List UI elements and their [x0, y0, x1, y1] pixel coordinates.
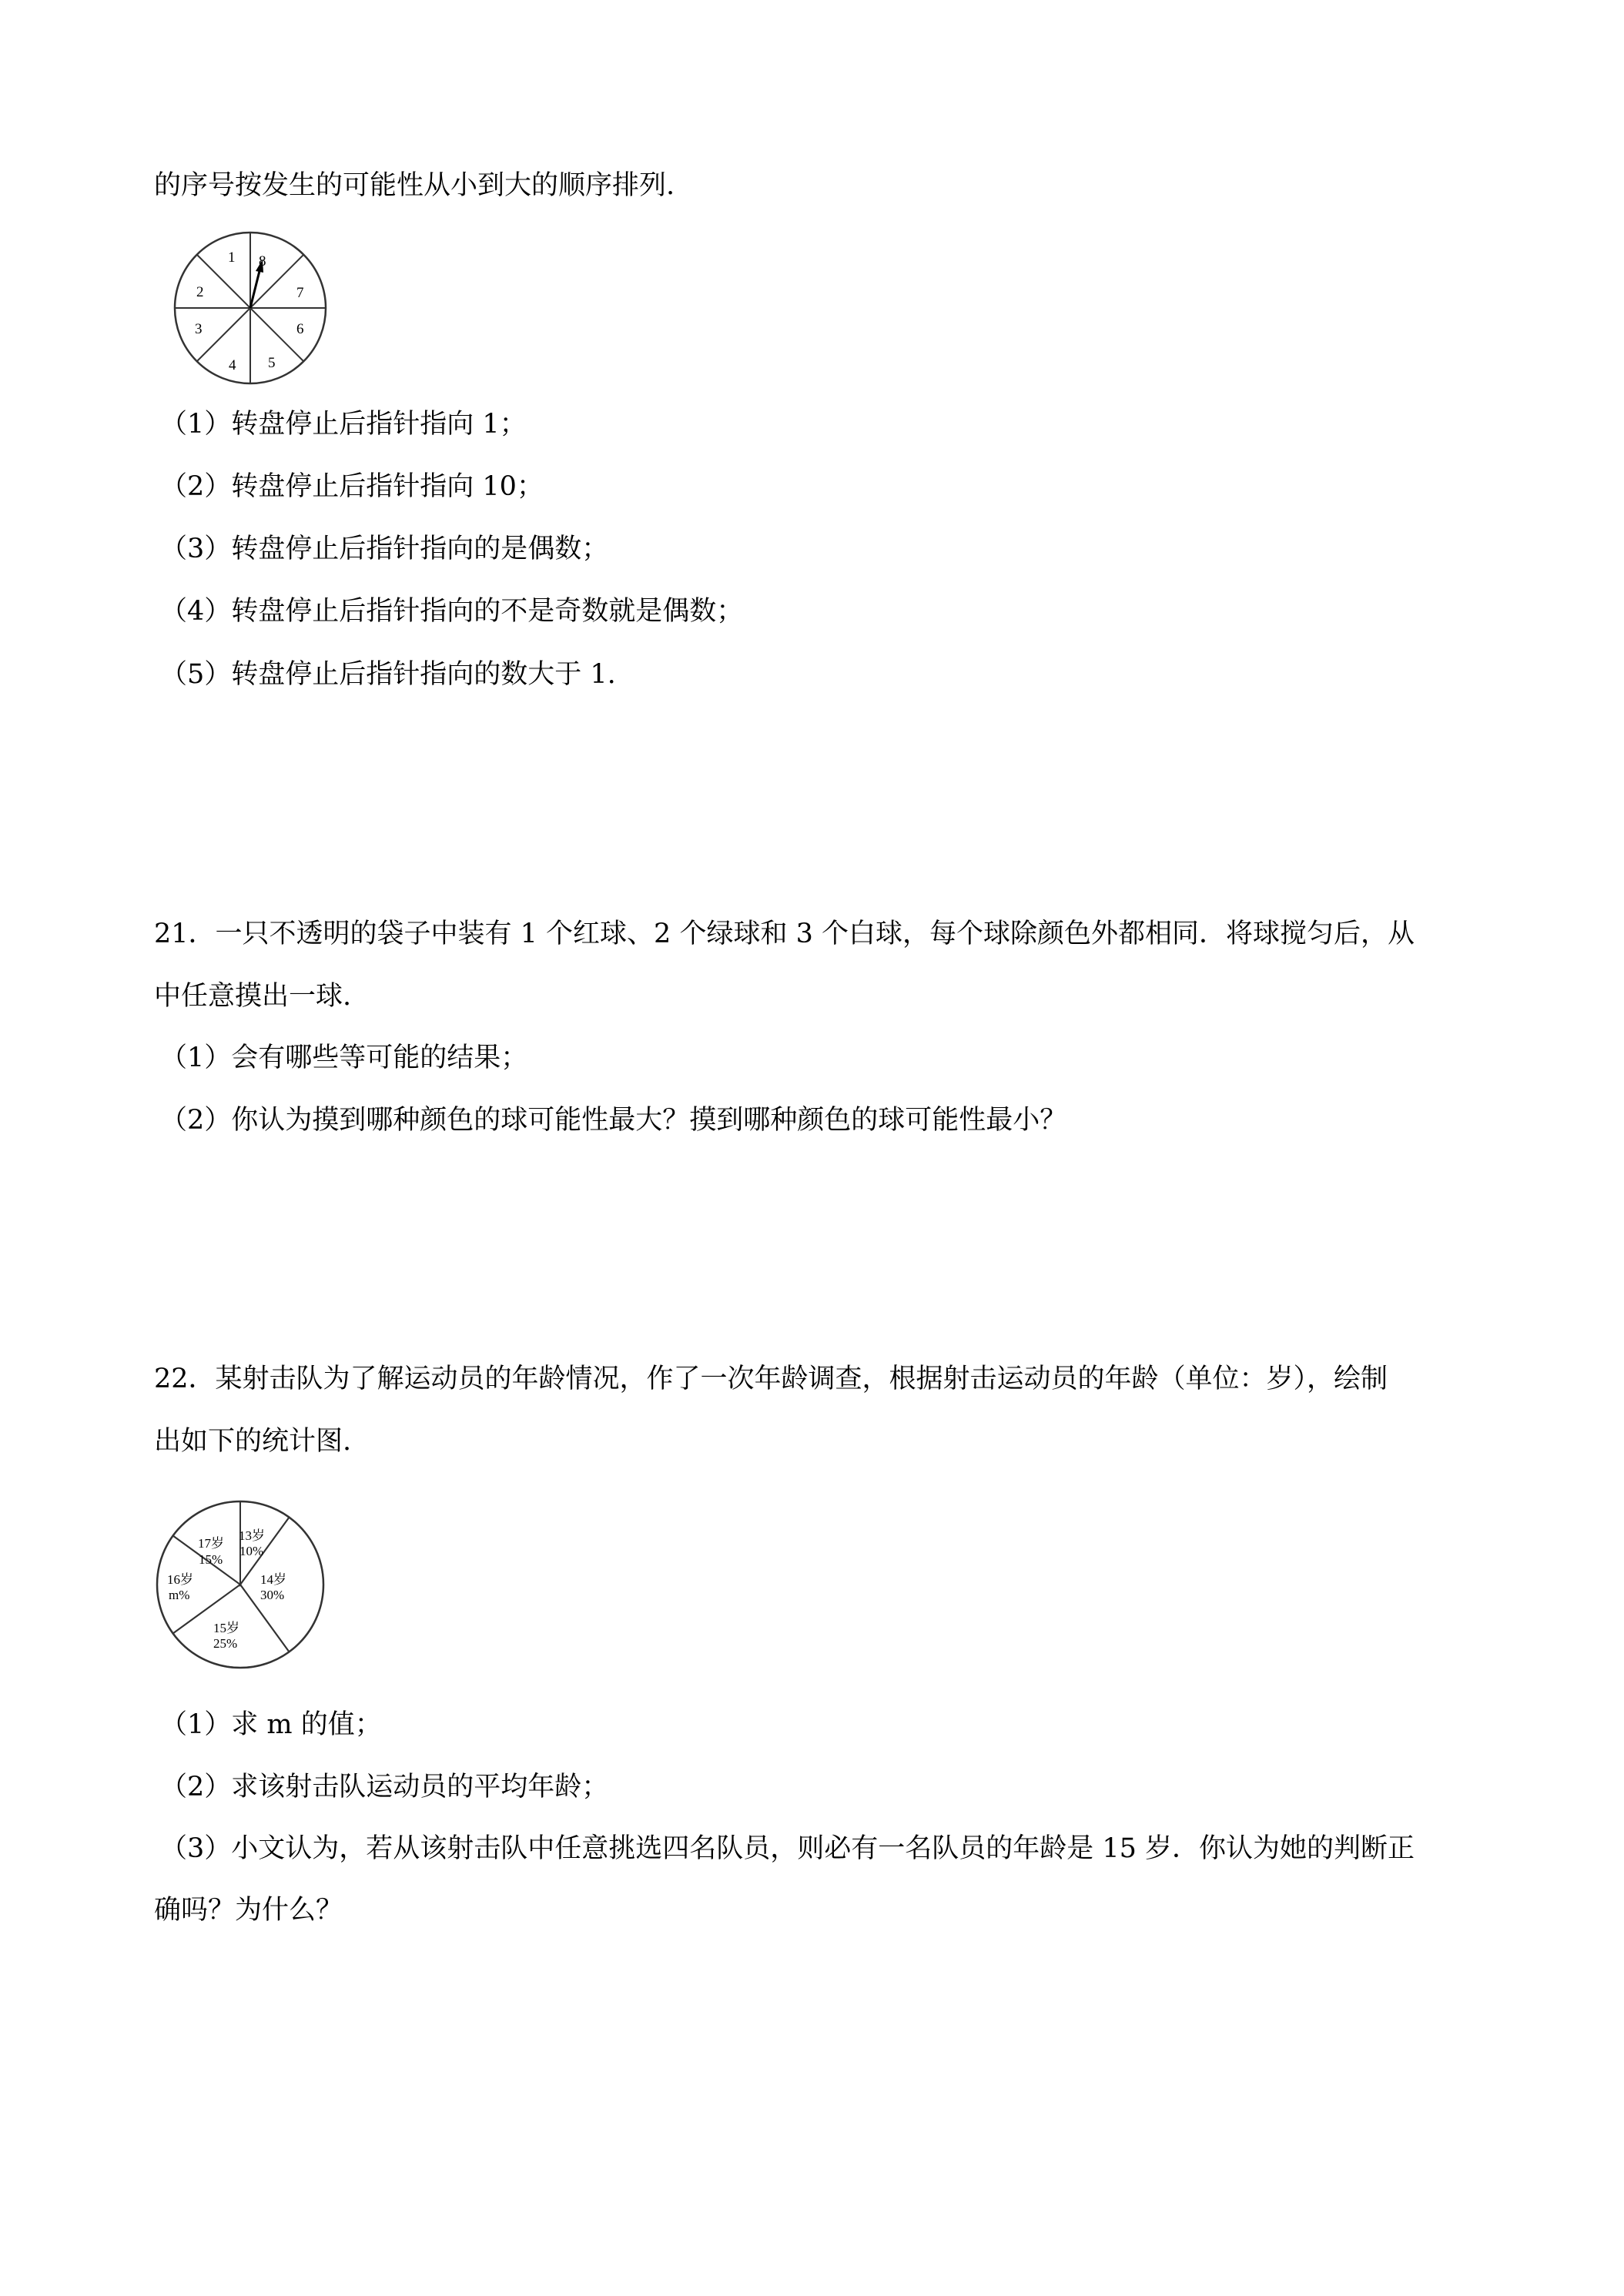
spinner-label-2: 2 [196, 284, 204, 300]
q21-stem-line2: 中任意摸出一球. [154, 981, 352, 1012]
spinner-label-3: 3 [195, 321, 203, 337]
q20-item-5: （5）转盘停止后指针指向的数大于 1. [160, 659, 616, 690]
q20-tail-text: 的序号按发生的可能性从小到大的顺序排列. [154, 170, 675, 201]
q20-item-3: （3）转盘停止后指针指向的是偶数； [160, 534, 609, 564]
q22-item-3-line1: （3）小文认为，若从该射击队中任意挑选四名队员，则必有一名队员的年龄是 15 岁．你认为她的判断正 [160, 1833, 1415, 1864]
q20-item-4: （4）转盘停止后指针指向的不是奇数就是偶数； [160, 596, 744, 627]
spinner-diagram [169, 223, 339, 393]
q22-item-3-line2: 确吗？为什么？ [154, 1895, 343, 1926]
spinner-label-5: 5 [268, 355, 276, 371]
pie-label-16: 16岁 [167, 1572, 193, 1587]
q20-item-1: （1）转盘停止后指针指向 1； [160, 409, 527, 440]
q21-stem-line1: 21．一只不透明的袋子中装有 1 个红球、2 个绿球和 3 个白球，每个球除颜色外都相同．将球搅匀后，从 [154, 919, 1415, 949]
pie-label-15: 15岁 [213, 1621, 239, 1635]
q20-item-2: （2）转盘停止后指针指向 10； [160, 471, 544, 502]
pie-value-13: 10% [239, 1544, 264, 1558]
pie-label-14: 14岁 [260, 1572, 286, 1587]
spinner-label-4: 4 [229, 357, 236, 373]
pie-value-16: m% [169, 1588, 190, 1602]
pie-value-17: 15% [199, 1552, 223, 1567]
spinner-label-8: 8 [259, 253, 266, 269]
q22-item-1: （1）求 m 的值； [160, 1709, 382, 1740]
pie-label-13: 13岁 [239, 1528, 265, 1543]
pie-value-14: 30% [260, 1588, 285, 1602]
q22-stem-line1: 22．某射击队为了解运动员的年龄情况，作了一次年龄调查，根据射击运动员的年龄（单位：岁），绘制 [154, 1364, 1388, 1394]
q21-item-2: （2）你认为摸到哪种颜色的球可能性最大？摸到哪种颜色的球可能性最小？ [160, 1105, 1067, 1136]
q22-item-2: （2）求该射击队运动员的平均年龄； [160, 1772, 609, 1802]
age-pie-chart [150, 1494, 335, 1678]
spinner-label-6: 6 [296, 321, 304, 337]
spinner-label-7: 7 [296, 285, 304, 301]
pie-value-15: 25% [213, 1636, 238, 1651]
pie-label-17: 17岁 [198, 1536, 224, 1551]
spinner-label-1: 1 [228, 249, 236, 266]
q21-item-1: （1）会有哪些等可能的结果； [160, 1043, 528, 1073]
q22-stem-line2: 出如下的统计图. [154, 1426, 352, 1457]
